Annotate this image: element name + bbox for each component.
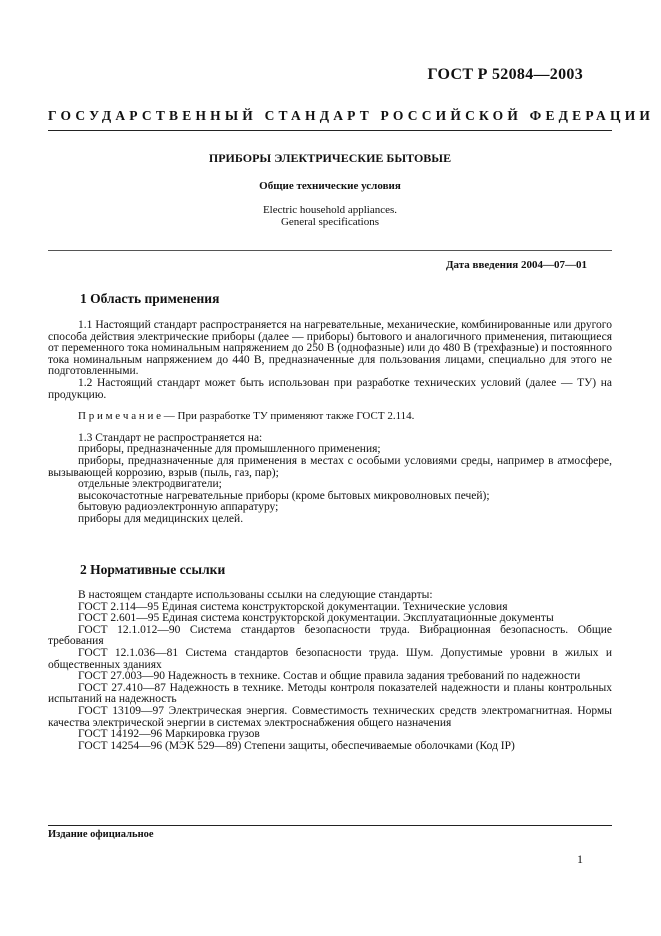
standard-code: ГОСТ Р 52084—2003 <box>427 66 583 83</box>
reference-item: ГОСТ 27.003—90 Надежность в технике. Состав и общие правила задания требований по надежности <box>78 670 581 683</box>
footer-divider <box>48 825 612 826</box>
reference-item: ГОСТ 14254—96 (МЭК 529—89) Степени защиты, обеспечиваемые оболочками (Код IP) <box>78 739 515 752</box>
document-title: ПРИБОРЫ ЭЛЕКТРИЧЕСКИЕ БЫТОВЫЕ <box>208 151 452 165</box>
title-divider <box>48 250 612 251</box>
list-item: приборы для медицинских целей. <box>78 512 244 525</box>
english-title <box>48 204 612 228</box>
section-1-heading: 1 Область применения <box>80 291 220 306</box>
document-subtitle: Общие технические условия <box>259 180 401 192</box>
reference-item: ГОСТ 2.601—95 Единая система конструкторской документации. Эксплуатационные документы <box>78 612 554 625</box>
section-1-body <box>48 320 612 526</box>
paragraph-1-3: 1.3 Стандарт не распространяется на: <box>78 431 263 444</box>
references-intro: В настоящем стандарте использованы ссылки на следующие стандарты: <box>78 589 433 601</box>
edition-label: Издание официальное <box>48 829 154 840</box>
list-item: бытовую радиоэлектронную аппаратуру; <box>78 501 279 514</box>
top-divider <box>48 130 612 131</box>
reference-item: ГОСТ 13109—97 Электрическая энергия. Совместимость технических средств электромагнитная. Нормы качества электрической энергии в системах электроснабжения общего назначения <box>48 704 612 729</box>
note: П р и м е ч а н и е — При разработке ТУ применяют также ГОСТ 2.114. <box>78 410 415 423</box>
reference-item: ГОСТ 14192—96 Маркировка грузов <box>78 728 260 741</box>
list-item: приборы, предназначенные для промышленного применения; <box>78 443 381 456</box>
list-item: приборы, предназначенные для применения в местах с особыми условиями среды, например в атмосфере, вызывающей коррозию, взрыв (пыль, газ, пар); <box>48 454 612 479</box>
list-item: отдельные электродвигатели; <box>78 478 222 491</box>
section-2-heading: 2 Нормативные ссылки <box>80 562 226 577</box>
page-number: 1 <box>577 852 583 866</box>
reference-item: ГОСТ 12.1.012—90 Система стандартов безопасности труда. Вибрационная безопасность. Общие требования <box>48 623 612 648</box>
paragraph-1-1: 1.1 Настоящий стандарт распространяется на нагревательные, механические, комбинированные или другого способа действия электрические приборы (далее — приборы) бытового и аналогичного применения, питающиеся от переменного тока номинальным напряжением до 250 В (однофазные) или до 480 В (трехфазные) и постоянного тока номинальным напряжением до 440 В, предназначенные для пользования лицами, специально для этого не подготовленными. <box>48 319 612 378</box>
introduction-date: Дата введения 2004—07—01 <box>445 259 587 271</box>
section-2-body <box>48 590 612 752</box>
reference-item: ГОСТ 2.114—95 Единая система конструкторской документации. Технические условия <box>78 600 508 613</box>
english-title-line-1: Electric household appliances. <box>262 204 398 216</box>
reference-item: ГОСТ 27.410—87 Надежность в технике. Методы контроля показателей надежности и планы контрольных испытаний на надежность <box>48 681 612 706</box>
paragraph-1-2: 1.2 Настоящий стандарт может быть использован при разработке технических условий (далее — ТУ) на продукцию. <box>48 376 612 401</box>
list-item: высокочастотные нагревательные приборы (кроме бытовых микроволновых печей); <box>78 489 490 502</box>
english-title-line-2: General specifications <box>280 216 380 228</box>
reference-item: ГОСТ 12.1.036—81 Система стандартов безопасности труда. Шум. Допустимые уровни в жилых и общественных зданиях <box>48 646 612 671</box>
state-standard-banner: ГОСУДАРСТВЕННЫЙ СТАНДАРТ РОССИЙСКОЙ ФЕДЕРАЦИИ <box>48 108 655 123</box>
